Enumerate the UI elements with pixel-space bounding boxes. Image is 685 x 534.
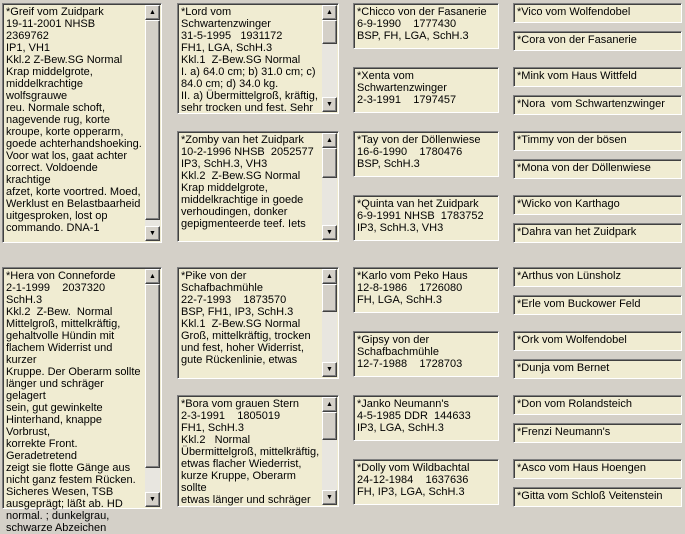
pedigree-entry-text: *Dolly vom Wildbachtal 24-12-1984 1637636 FH, IP3, LGA, SchH.3 xyxy=(357,462,470,498)
vertical-scrollbar[interactable] xyxy=(145,269,160,507)
pedigree-entry-sire-side-gen4-6[interactable] xyxy=(513,159,682,179)
scroll-up-arrow-icon[interactable]: ▲ xyxy=(322,397,337,412)
scroll-thumb[interactable] xyxy=(322,20,337,44)
pedigree-entry-sire-side-gen4-3[interactable] xyxy=(513,67,682,87)
scroll-thumb[interactable] xyxy=(322,412,337,440)
vertical-scrollbar[interactable] xyxy=(322,269,337,377)
pedigree-entry-text: *Wicko von Karthago xyxy=(517,198,620,210)
scroll-thumb[interactable] xyxy=(145,284,160,468)
vertical-scrollbar[interactable] xyxy=(145,5,160,241)
pedigree-entry-text: *Tay von der Döllenwiese 16-6-1990 1780476 BSP, SchH.3 xyxy=(357,134,481,170)
pedigree-entry-sire-side-gen4-4[interactable] xyxy=(513,95,682,115)
pedigree-entry-dam-side-gen4-8[interactable] xyxy=(513,487,682,507)
pedigree-entry-dam-side-dam[interactable] xyxy=(177,395,339,507)
vertical-scrollbar[interactable] xyxy=(322,5,337,112)
pedigree-entry-sire-side-sire[interactable] xyxy=(177,3,339,114)
pedigree-entry-dam-side-gen4-5[interactable] xyxy=(513,395,682,415)
scroll-up-arrow-icon[interactable]: ▲ xyxy=(322,5,337,20)
scroll-thumb[interactable] xyxy=(145,20,160,220)
pedigree-entry-sire-side-gen4-2[interactable] xyxy=(513,31,682,51)
pedigree-entry-text: *Erle vom Buckower Feld xyxy=(517,298,641,310)
pedigree-entry-dam-side-gen4-6[interactable] xyxy=(513,423,682,443)
pedigree-entry-dam-side-dog[interactable] xyxy=(2,267,162,534)
pedigree-entry-text: *Pike von der Schafbachmühle 22-7-1993 1873570 BSP, FH1, IP3, SchH.3 Kkl.1 Z-Bew.SG Normal Groß, mittelkräftig, trocken und fest, hoher Widerrist, gute Rückenlinie, etwas xyxy=(181,270,311,366)
pedigree-entry-text: *Greif vom Zuidpark 19-11-2001 NHSB 2369762 IP1, VH1 Kkl.2 Z-Bew.SG Normal Krap middelgrote, middelkrachtige wolfsgrauwe reu. Normale schoft, nagevende rug, korte kroupe, korte opperarm, goede achterhandshoeking. Voor wat los, gaat achter correct. Voldoende krachtige afzet, korte voortred. Moed, Werklust en Belastbaarheid uitgesproken, lost op commando. DNA-1 xyxy=(6,6,142,234)
pedigree-entry-text: *Gitta vom Schloß Veitenstein xyxy=(517,490,663,502)
scroll-down-arrow-icon[interactable]: ▼ xyxy=(145,492,160,507)
pedigree-entry-text: *Lord vom Schwartenzwinger 31-5-1995 1931172 FH1, LGA, SchH.3 Kkl.1 Z-Bew.SG Normal I. a) 64.0 cm; b) 31.0 cm; c) 84.0 cm; d) 34.0 kg. II. a) Übermittelgroß, kräftig, sehr trocken und fest. Sehr xyxy=(181,6,318,114)
pedigree-entry-text: *Hera von Conneforde 2-1-1999 2037320 SchH.3 Kkl.2 Z-Bew. Normal Mittelgroß, mittelkräftig, gehaltvolle Hündin mit flachem Widerrist und kurzer Kruppe. Der Oberarm sollte länger und schräger gelagert sein, gut gewinkelte Hinterhand, knappe Vorbrust, korrekte Front. Geradetretend zeigt sie flotte Gänge aus nicht ganz festem Rücken. Sicheres Wesen, TSB ausgeprägt; läßt ab. HD normal. ; dunkelgrau, schwarze Abzeichen xyxy=(6,270,141,534)
pedigree-entry-text: *Asco vom Haus Hoengen xyxy=(517,462,647,474)
pedigree-entry-sire-side-sire-sire[interactable] xyxy=(353,3,499,49)
pedigree-entry-text: *Mink vom Haus Wittfeld xyxy=(517,70,637,82)
scroll-thumb[interactable] xyxy=(322,284,337,312)
scroll-up-arrow-icon[interactable]: ▲ xyxy=(322,269,337,284)
scroll-down-arrow-icon[interactable]: ▼ xyxy=(145,226,160,241)
pedigree-entry-dam-side-gen4-1[interactable] xyxy=(513,267,682,287)
pedigree-entry-text: *Vico vom Wolfendobel xyxy=(517,6,631,18)
pedigree-entry-text: *Timmy von der bösen xyxy=(517,134,627,146)
pedigree-entry-dam-side-sire-sire[interactable] xyxy=(353,267,499,313)
pedigree-entry-sire-side-dam[interactable] xyxy=(177,131,339,242)
pedigree-entry-text: *Dahra van het Zuidpark xyxy=(517,226,637,238)
pedigree-entry-text: *Frenzi Neumann's xyxy=(517,426,611,438)
pedigree-entry-text: *Karlo vom Peko Haus 12-8-1986 1726080 FH, LGA, SchH.3 xyxy=(357,270,468,306)
pedigree-entry-text: *Nora vom Schwartenzwinger xyxy=(517,98,665,110)
scroll-down-arrow-icon[interactable]: ▼ xyxy=(322,490,337,505)
pedigree-entry-text: *Bora vom grauen Stern 2-3-1991 1805019 FH1, SchH.3 Kkl.2 Normal Übermittelgroß, mittelkräftig, etwas flacher Wiederrist, kurze Kruppe, Oberarm sollte etwas länger und schräger xyxy=(181,398,320,506)
pedigree-entry-text: *Dunja vom Bernet xyxy=(517,362,610,374)
scroll-down-arrow-icon[interactable]: ▼ xyxy=(322,97,337,112)
pedigree-entry-text: *Arthus von Lünsholz xyxy=(517,270,621,282)
pedigree-entry-text: *Don vom Rolandsteich xyxy=(517,398,632,410)
pedigree-entry-dam-side-gen4-4[interactable] xyxy=(513,359,682,379)
pedigree-entry-text: *Zomby van het Zuidpark 10-2-1996 NHSB 2052577 IP3, SchH.3, VH3 Kkl.2 Z-Bew.SG Normal Krap middelgrote, middelkrachtige in goede verhoudingen, donker gepigmenteerde teef. Iets xyxy=(181,134,314,230)
pedigree-entry-sire-side-sire-dam[interactable] xyxy=(353,67,499,113)
scroll-up-arrow-icon[interactable]: ▲ xyxy=(322,133,337,148)
pedigree-entry-dam-side-gen4-7[interactable] xyxy=(513,459,682,479)
pedigree-entry-sire-side-dog[interactable] xyxy=(2,3,162,243)
pedigree-entry-dam-side-dam-sire[interactable] xyxy=(353,395,499,441)
pedigree-entry-text: *Mona von der Döllenwiese xyxy=(517,162,651,174)
pedigree-entry-dam-side-gen4-3[interactable] xyxy=(513,331,682,351)
pedigree-entry-sire-side-gen4-1[interactable] xyxy=(513,3,682,23)
pedigree-entry-sire-side-gen4-5[interactable] xyxy=(513,131,682,151)
pedigree-entry-text: *Quinta van het Zuidpark 6-9-1991 NHSB 1783752 IP3, SchH.3, VH3 xyxy=(357,198,484,234)
scroll-down-arrow-icon[interactable]: ▼ xyxy=(322,362,337,377)
pedigree-entry-text: *Janko Neumann's 4-5-1985 DDR 144633 IP3, LGA, SchH.3 xyxy=(357,398,471,434)
pedigree-entry-sire-side-gen4-8[interactable] xyxy=(513,223,682,243)
pedigree-entry-text: *Cora von der Fasanerie xyxy=(517,34,637,46)
pedigree-entry-sire-side-gen4-7[interactable] xyxy=(513,195,682,215)
pedigree-entry-dam-side-dam-dam[interactable] xyxy=(353,459,499,505)
scroll-down-arrow-icon[interactable]: ▼ xyxy=(322,225,337,240)
pedigree-entry-text: *Ork vom Wolfendobel xyxy=(517,334,627,346)
pedigree-entry-sire-side-dam-sire[interactable] xyxy=(353,131,499,177)
scroll-up-arrow-icon[interactable]: ▲ xyxy=(145,269,160,284)
pedigree-entry-sire-side-dam-dam[interactable] xyxy=(353,195,499,241)
pedigree-entry-dam-side-sire-dam[interactable] xyxy=(353,331,499,377)
pedigree-entry-text: *Gipsy von der Schafbachmühle 12-7-1988 1728703 xyxy=(357,334,463,370)
pedigree-entry-text: *Chicco von der Fasanerie 6-9-1990 1777430 BSP, FH, LGA, SchH.3 xyxy=(357,6,487,42)
vertical-scrollbar[interactable] xyxy=(322,397,337,505)
scroll-thumb[interactable] xyxy=(322,148,337,178)
pedigree-entry-dam-side-sire[interactable] xyxy=(177,267,339,379)
scroll-up-arrow-icon[interactable]: ▲ xyxy=(145,5,160,20)
pedigree-entry-dam-side-gen4-2[interactable] xyxy=(513,295,682,315)
vertical-scrollbar[interactable] xyxy=(322,133,337,240)
pedigree-entry-text: *Xenta vom Schwartenzwinger 2-3-1991 1797457 xyxy=(357,70,457,106)
